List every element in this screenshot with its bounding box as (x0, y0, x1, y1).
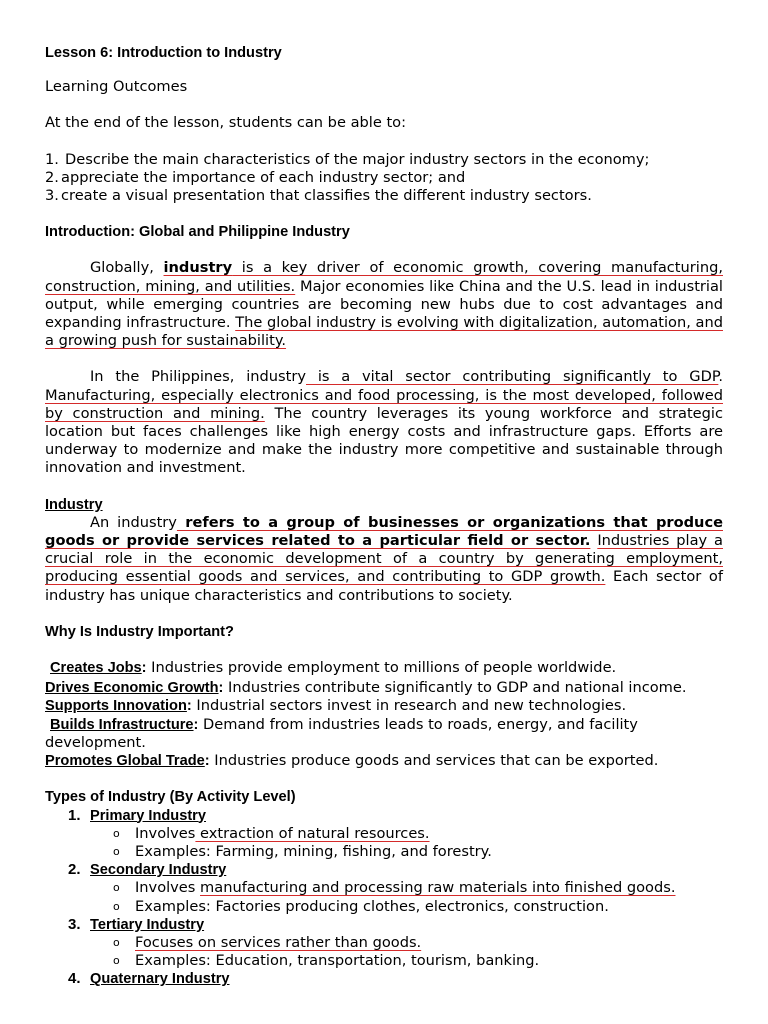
list-item: 3. create a visual presentation that classifies the different industry sectors. (45, 187, 592, 205)
list-item: o Involves manufacturing and processing raw materials into finished goods. (113, 879, 676, 897)
lesson-title: Lesson 6: Introduction to Industry (45, 45, 282, 61)
list-item: 1. Primary Industry (68, 806, 206, 824)
learning-outcomes-heading: Learning Outcomes (45, 78, 188, 96)
types-list (45, 807, 723, 989)
document-page (45, 44, 723, 989)
list-item: o Examples: Education, transportation, tourism, banking. (113, 952, 540, 970)
list-item: 1. Describe the main characteristics of the major industry sectors in the economy; (45, 150, 650, 168)
why-heading: Why Is Industry Important? (45, 623, 234, 640)
list-item: Builds Infrastructure: Demand from industries leads to roads, energy, and facility development. (45, 715, 638, 751)
paragraph-philippines: In the Philippines, industry is a vital sector contributing significantly to GDP. Manufacturing, especially electronics and food processing, is the most developed, followed by construction and mining. The country leverages its young workforce and strategic location but faces challenges like high energy costs and infrastructure gaps. Efforts are underway to modernize and make the industry more competitive and sustainable through innovation and investment. (45, 368, 723, 477)
list-item: 3. Tertiary Industry (68, 915, 205, 933)
list-item: o Involves extraction of natural resources. (113, 824, 430, 842)
types-heading: Types of Industry (By Activity Level) (45, 789, 296, 806)
list-item: Drives Economic Growth: Industries contribute significantly to GDP and national income. (45, 679, 687, 697)
list-item: 2. appreciate the importance of each industry sector; and (45, 168, 466, 186)
outcomes-list (45, 151, 723, 206)
paragraph-industry-definition: An industry refers to a group of businesses or organizations that produce goods or provide services related to a particular field or sector. Industries play a crucial role in the economic development of a country by generating employment, producing essential goods and services, and contributing to GDP growth. Each sector of industry has unique characteristics and contributions to society. (45, 513, 724, 604)
intro-line: At the end of the lesson, students can be able to: (45, 114, 407, 132)
list-item: Promotes Global Trade: Industries produce goods and services that can be exported. (45, 752, 659, 770)
list-item: Supports Innovation: Industrial sectors invest in research and new technologies. (45, 697, 627, 715)
why-list (45, 659, 723, 770)
list-item: o Examples: Farming, mining, fishing, and forestry. (113, 842, 492, 860)
list-item: 2. Secondary Industry (68, 861, 227, 879)
intro-heading: Introduction: Global and Philippine Industry (45, 224, 350, 241)
list-item: o Examples: Factories producing clothes, electronics, construction. (113, 897, 609, 915)
list-item: 4. Quaternary Industry (68, 970, 230, 988)
paragraph-global: Globally, industry is a key driver of economic growth, covering manufacturing, construction, mining, and utilities. Major economies like China and the U.S. lead in industrial output, while emerging countries are becoming new hubs due to cost advantages and expanding infrastructure. The global industry is evolving with digitalization, automation, and a growing push for sustainability. (45, 259, 723, 350)
list-item: o Focuses on services rather than goods. (113, 933, 422, 951)
list-item: Creates Jobs: Industries provide employment to millions of people worldwide. (50, 659, 617, 677)
industry-heading: Industry (45, 496, 103, 513)
